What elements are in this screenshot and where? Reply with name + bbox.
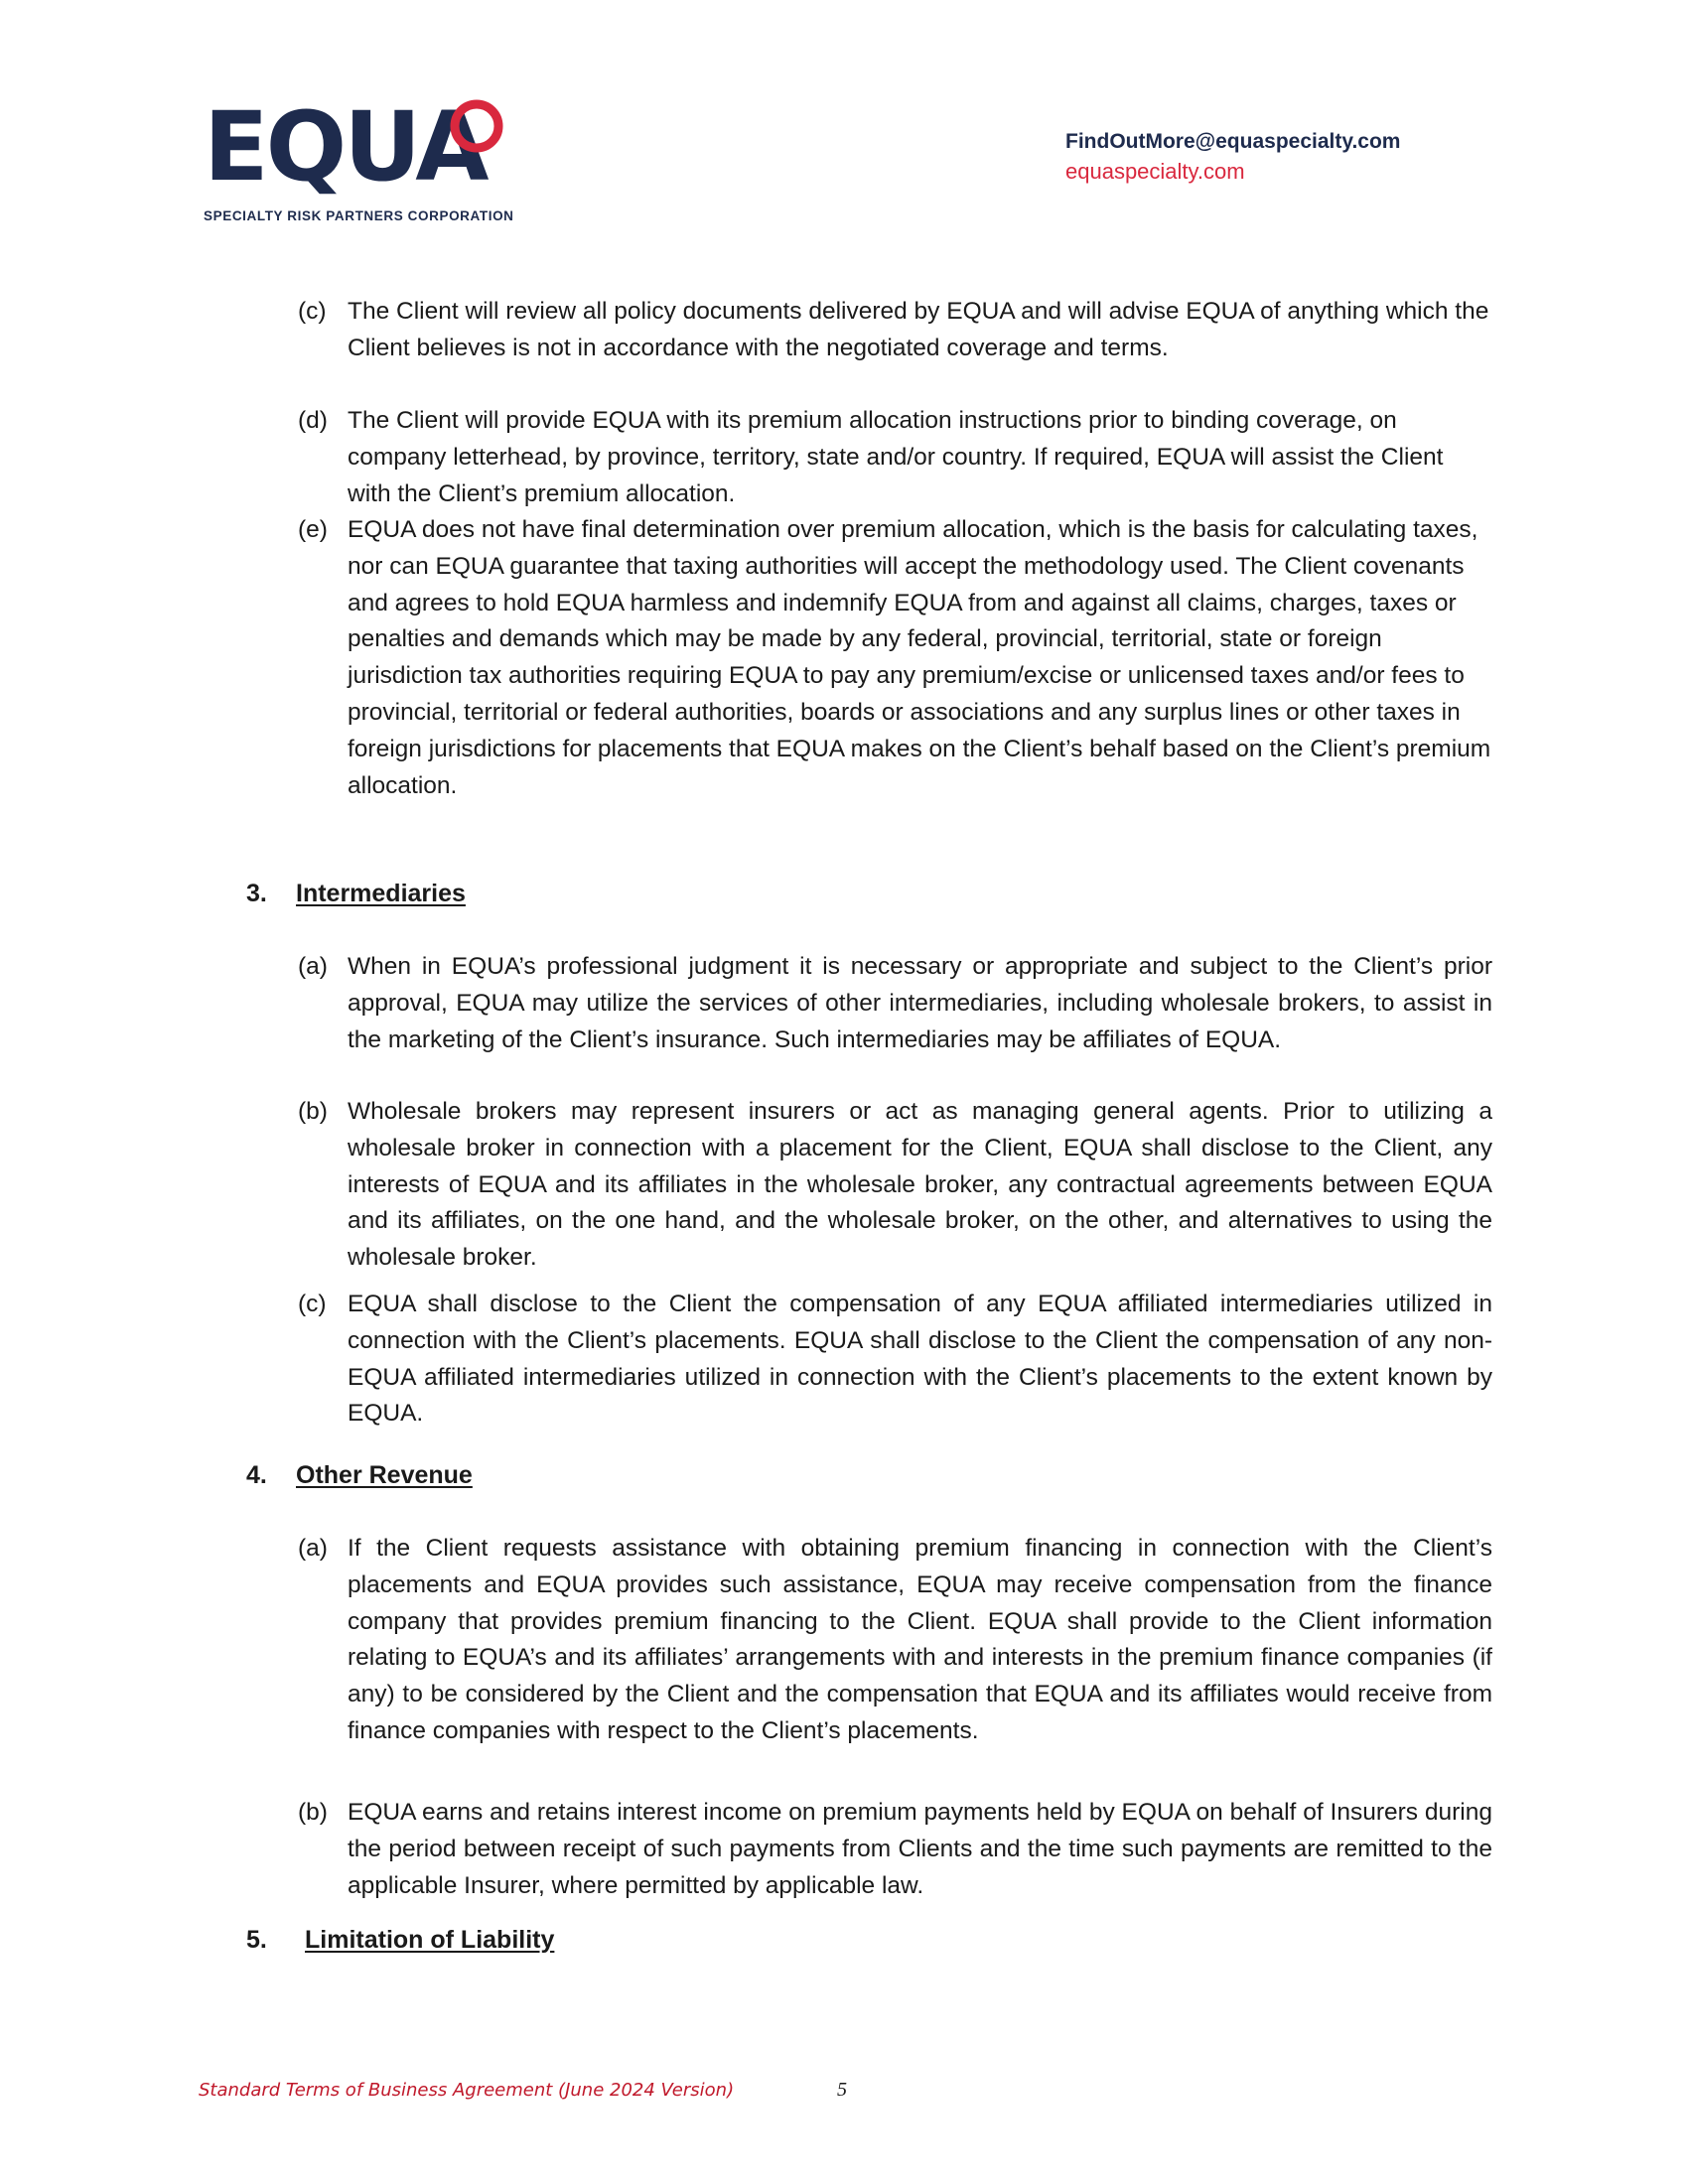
list-item-text: When in EQUA’s professional judgment it is necessary or appropriate and subject to the Client’s prior approval, EQUA may utilize the services of other intermediaries, including wholesale brokers, to assist in the marketing of the Client’s insurance. Such intermediaries may be affiliates of EQUA. [348,953,1492,1053]
list-item-3c [298,1287,1492,1433]
section-heading-3 [246,876,466,911]
list-item-label: (c) [298,298,327,325]
list-item-label: (e) [298,516,328,543]
list-item-label: (b) [298,1098,328,1125]
list-item-text: The Client will provide EQUA with its premium allocation instructions prior to binding coverage, on company letterhead, by province, territory, state and/or country. If required, EQUA will assist the Client with the Client’s premium allocation. [348,407,1444,507]
section-title: Other Revenue [296,1461,473,1489]
footer-document-title: Standard Terms of Business Agreement (June 2024 Version) [199,2080,735,2101]
list-item-label: (c) [298,1291,327,1317]
list-item-label: (d) [298,407,328,434]
section-number: 4. [246,1461,267,1489]
footer-page-number: 5 [837,2079,847,2101]
list-item-2c [298,294,1492,367]
list-item-3b [298,1094,1492,1277]
list-item-text: If the Client requests assistance with obtaining premium financing in connection with the Client’s placements and EQUA provides such assistance, EQUA may receive compensation from the finance company that provides premium financing to the Client. EQUA shall provide to the Client information relating to EQUA’s and its affiliates’ arrangements with and interests in the premium finance companies (if any) to be considered by the Client and the compensation that EQUA and its affiliates would receive from finance companies with respect to the Client’s placements. [348,1535,1492,1744]
list-item-2d [298,403,1492,512]
equa-logo [204,91,521,228]
section-title: Intermediaries [296,880,466,907]
contact-website-link[interactable]: equaspecialty.com [1065,159,1245,184]
contact-block [1065,127,1400,187]
list-item-2e [298,512,1492,804]
list-item-text: Wholesale brokers may represent insurers or act as managing general agents. Prior to utilizing a wholesale broker in connection with a placement for the Client, EQUA shall disclose to the Client, any interests of EQUA and its affiliates in the wholesale broker, any contractual agreements between EQUA and its affiliates, on the one hand, and the wholesale broker, on the other, and alternatives to using the wholesale broker. [348,1098,1492,1272]
list-item-4a [298,1531,1492,1750]
list-item-text: EQUA earns and retains interest income on premium payments held by EQUA on behalf of Insurers during the period between receipt of such payments from Clients and the time such payments are remitted to the applicable Insurer, where permitted by applicable law. [348,1799,1492,1899]
logo-wordmark: EQUA [204,91,487,203]
section-title: Limitation of Liability [305,1926,555,1954]
list-item-text: EQUA does not have final determination over premium allocation, which is the basis for calculating taxes, nor can EQUA guarantee that taxing authorities will accept the methodology used. The Client covenants and agrees to hold EQUA harmless and indemnify EQUA from and against all claims, charges, taxes or penalties and demands which may be made by any federal, provincial, territorial, state or foreign jurisdiction tax authorities requiring EQUA to pay any premium/excise or unlicensed taxes and/or fees to provincial, territorial or federal authorities, boards or associations and any surplus lines or other taxes in foreign jurisdictions for placements that EQUA makes on the Client’s behalf based on the Client’s premium allocation. [348,516,1491,799]
section-heading-5 [246,1922,554,1958]
section-number: 5. [246,1926,267,1954]
section-number: 3. [246,880,267,907]
list-item-label: (a) [298,953,328,980]
list-item-label: (a) [298,1535,328,1562]
section-heading-4 [246,1457,473,1493]
logo-ring-icon [448,97,505,155]
logo-tagline: SPECIALTY RISK PARTNERS CORPORATION [204,208,514,223]
list-item-label: (b) [298,1799,328,1826]
list-item-4b [298,1795,1492,1904]
list-item-text: EQUA shall disclose to the Client the compensation of any EQUA affiliated intermediaries utilized in connection with the Client’s placements. EQUA shall disclose to the Client the compensation of any non-EQUA affiliated intermediaries utilized in connection with the Client’s placements to the extent known by EQUA. [348,1291,1492,1428]
list-item-3a [298,949,1492,1058]
list-item-text: The Client will review all policy documents delivered by EQUA and will advise EQUA of anything which the Client believes is not in accordance with the negotiated coverage and terms. [348,298,1489,361]
contact-email-link[interactable]: FindOutMore@equaspecialty.com [1065,130,1401,153]
